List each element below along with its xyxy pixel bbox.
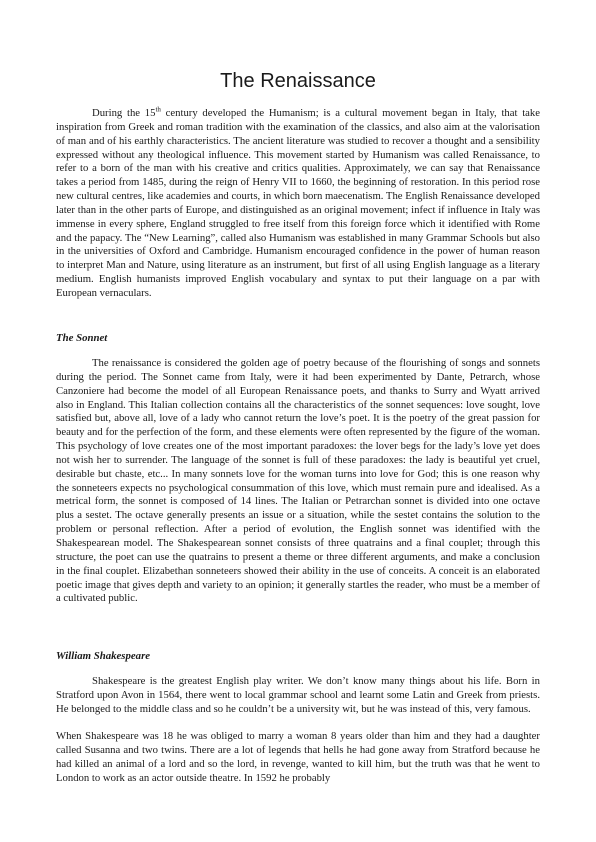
shakespeare-paragraph-1: Shakespeare is the greatest English play writer. We don’t know many things about his life. Born in Stratford upon Avon in 1564, there went to local grammar school and learnt some Latin and Greek from priests. He belonged to the middle class and so he couldn’t be a university wit, but he was instead of this, very famous. [56, 675, 540, 715]
shakespeare-paragraph-2: When Shakespeare was 18 he was obliged to marry a woman 8 years older than him and they had a daughter called Susanna and two twins. There are a lot of legends that hells he had gone away from Stratford because he had killed an animal of a lord and so the lord, in revenge, wanted to kill him, but the truth was that he went to London to work as an actor outside theatre. In 1592 he probably [56, 730, 540, 784]
page-title: The Renaissance [220, 70, 376, 92]
sonnet-paragraph: The renaissance is considered the golden age of poetry because of the flourishing of songs and sonnets during the period. The Sonnet came from Italy, were it had been experimented by Dante, Petrarch, whose Canzoniere had become the model of all European Renaissance poets, and thanks to Surry and Wyatt arrived also in England. This Italian collection contains all the characteristics of the sonnet sequences: love sought, love satisfied but, above all, love of a lady who cannot return the love’s poet. It is the poetry of the great passion for beauty and for the perfection of the form, and these elements were often represented by the figure of the woman. This psychology of love creates one of the most important paradoxes: the lover begs for the lady’s love yet does not wish her to surrender. The language of the sonnet is full of these paradoxes: the lady is beautiful yet cruel, desirable but chaste, etc... In many sonnets love for the woman turns into love for God; this is one reason why the sonneteers expects no psychological consummation of this love, which must remain pure and idealised. As a metrical form, the sonnet is composed of 14 lines. The Italian or Petrarchan sonnet is divided into one octave plus a sestet. The octave generally presents an issue or a situation, while the sestet contains the solution to the problem or personal reflection. After a period of evolution, the English sonnet was identified with the Shakespearean model. The Shakespearean sonnet consists of three quatrains and a final couplet; through this structure, the poet can use the quatrains to present a theme or three different arguments, and make a conclusion in the final couplet. Elizabethan sonneteers showed their ability in the use of conceits. A conceit is an elaborated poetic image that gives depth and variety to an opinion; it generally startles the reader, who must be a member of a cultivated public. [56, 357, 540, 605]
intro-text-rest: century developed the Humanism; is a cultural movement began in Italy, that take inspiration from Greek and roman tradition with the examination of the classics, and also aim at the valorisation of man and of his earthly characteristics. The ancient literature was studied to recover a thought and a sensibility expressed without any theological influence. This movement started by Humanism was called Renaissance, to refer to a born of the man with his creative and critics qualities. Approximately, we can say that Renaissance takes a period from 1485, during the reign of Henry VII to 1660, the beginning of restoration. In this period rose new cultural centres, like academies and courts, in which born maecenatism. The English Renaissance developed later than in the other parts of Europe, and distinguished as an original movement; infect if influence in Italy was immense in every sphere, England struggled to free itself from this foreign force which it identified with Rome and the papacy. The “New Learning”, called also Humanism was established in many Grammar Schools but also in the universities of Oxford and Cambridge. Humanism encouraged confidence in the power of human reason to interpret Man and Nature, using literature as an instrument, but first of all using English language as a literary medium. English humanists improved English vocabulary and syntax to put their language on a par with European vernaculars. [56, 107, 540, 299]
intro-text-start: During the 15 [92, 107, 156, 119]
sonnet-heading: The Sonnet [56, 332, 108, 344]
intro-paragraph [56, 107, 540, 301]
shakespeare-heading: William Shakespeare [56, 650, 151, 662]
intro-superscript: th [155, 105, 161, 114]
